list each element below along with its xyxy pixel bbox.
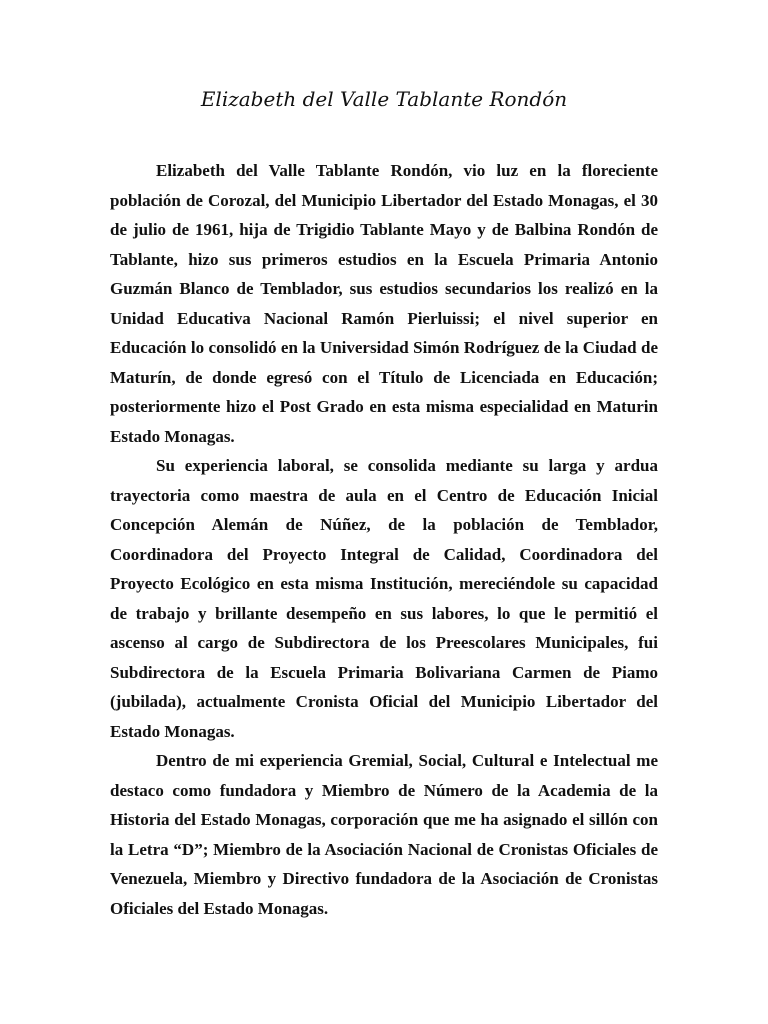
paragraph-biography: Elizabeth del Valle Tablante Rondón, vio luz en la floreciente población de Corozal, del Municipio Libertador del Estado Monagas, el 30 de julio de 1961, hija de Trigidio Tablante Mayo y de Balbina Rondón de Tablante, hizo sus primeros estudios en la Escuela Primaria Antonio Guzmán Blanco de Temblador, sus estudios secundarios los realizó en la Unidad Educativa Nacional Ramón Pierluissi; el nivel superior en Educación lo consolidó en la Universidad Simón Rodríguez de la Ciudad de Maturín, de donde egresó con el Título de Licenciada en Educación; posteriormente hizo el Post Grado en esta misma especialidad en Maturin Estado Monagas.: [110, 161, 658, 446]
paragraph-work-experience: Su experiencia laboral, se consolida mediante su larga y ardua trayectoria como maestra de aula en el Centro de Educación Inicial Concepción Alemán de Núñez, de la población de Temblador, Coordinadora del Proyecto Integral de Calidad, Coordinadora del Proyecto Ecológico en esta misma Institución, mereciéndole su capacidad de trabajo y brillante desempeño en sus labores, lo que le permitió el ascenso al cargo de Subdirectora de los Preescolares Municipales, fui Subdirectora de la Escuela Primaria Bolivariana Carmen de Piamo (jubilada), actualmente Cronista Oficial del Municipio Libertador del Estado Monagas.: [110, 456, 658, 741]
document-title: Elizabeth del Valle Tablante Rondón: [200, 87, 568, 111]
document-body: [110, 156, 658, 923]
paragraph-memberships: Dentro de mi experiencia Gremial, Social, Cultural e Intelectual me destaco como fundadora y Miembro de Número de la Academia de la Historia del Estado Monagas, corporación que me ha asignado el sillón con la Letra “D”; Miembro de la Asociación Nacional de Cronistas Oficiales de Venezuela, Miembro y Directivo fundadora de la Asociación de Cronistas Oficiales del Estado Monagas.: [110, 751, 658, 918]
